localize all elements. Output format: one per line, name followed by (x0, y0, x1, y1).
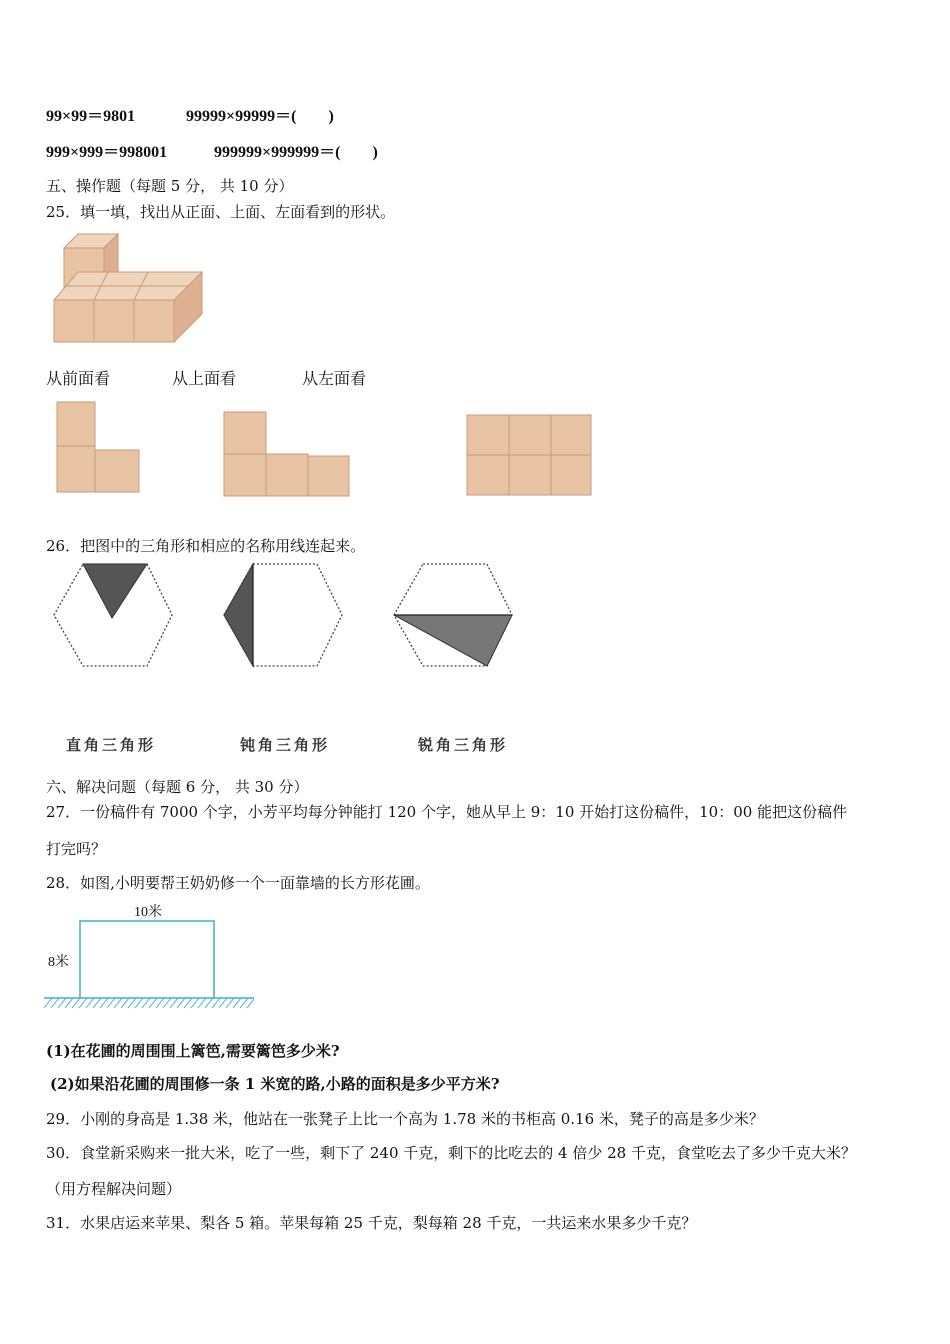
question-31-text: 31．水果店运来苹果、梨各 5 箱。苹果每箱 25 千克，梨每箱 28 千克，一共运来水果多少千克？ (46, 1214, 697, 1232)
question-30-text: 30．食堂新采购来一批大米，吃了一些，剩下了 240 千克，剩下的比吃去的 4 倍少 28 千克，食堂吃去了多少千克大米？ (46, 1144, 856, 1162)
hexagon-triangle-b (220, 560, 350, 670)
garden-diagram (42, 918, 257, 1008)
garden-width-label: 10米 (134, 905, 162, 920)
top-view-label: 从上面看 (172, 369, 237, 388)
triangle-label-acute: 锐角三角形 (418, 736, 509, 754)
question-30-note: （用方程解决问题） (46, 1180, 182, 1198)
triangle-label-obtuse: 钝角三角形 (240, 736, 331, 754)
question-26-text: 26．把图中的三角形和相应的名称用线连起来。 (46, 537, 366, 555)
section-six-title: 六、解决问题（每题 6 分， 共 30 分） (46, 778, 309, 796)
left-view-label: 从左面看 (302, 369, 367, 388)
equation-right-1: 99999×99999＝( ) (186, 108, 334, 125)
question-28-sub1: (1)在花圃的周围围上篱笆,需要篱笆多少米? (46, 1042, 340, 1060)
question-28-sub2: (2)如果沿花圃的周围修一条 1 米宽的路,小路的面积是多少平方米? (50, 1075, 500, 1093)
front-view-label: 从前面看 (46, 369, 111, 388)
cube-stack-figure (48, 228, 208, 348)
triangle-label-right: 直角三角形 (66, 736, 157, 754)
question-27-line1: 27．一份稿件有 7000 个字，小芳平均每分钟能打 120 个字，她从早上 9：10 开始打这份稿件，10：00 能把这份稿件 (46, 803, 848, 821)
view-shape-c (465, 413, 605, 503)
question-29-text: 29．小刚的身高是 1.38 米，他站在一张凳子上比一个高为 1.78 米的书柜高 0.16 米，凳子的高是多少米？ (46, 1110, 764, 1128)
section-five-title: 五、操作题（每题 5 分， 共 10 分） (46, 177, 294, 195)
equation-left-2: 999×999＝998001 (46, 144, 168, 161)
equation-left-1: 99×99＝9801 (46, 108, 136, 125)
hexagon-right-triangle-a (50, 560, 180, 670)
view-shape-b (222, 410, 362, 510)
question-27-line2: 打完吗？ (46, 840, 107, 858)
equation-right-2: 999999×999999＝( ) (214, 144, 378, 161)
garden-height-label: 8米 (48, 955, 69, 970)
hexagon-triangle-c (390, 560, 520, 670)
view-shape-a (55, 400, 145, 500)
question-28-text: 28．如图,小明要帮王奶奶修一个一面靠墙的长方形花圃。 (46, 874, 430, 892)
question-25-text: 25．填一填，找出从正面、上面、左面看到的形状。 (46, 203, 396, 221)
